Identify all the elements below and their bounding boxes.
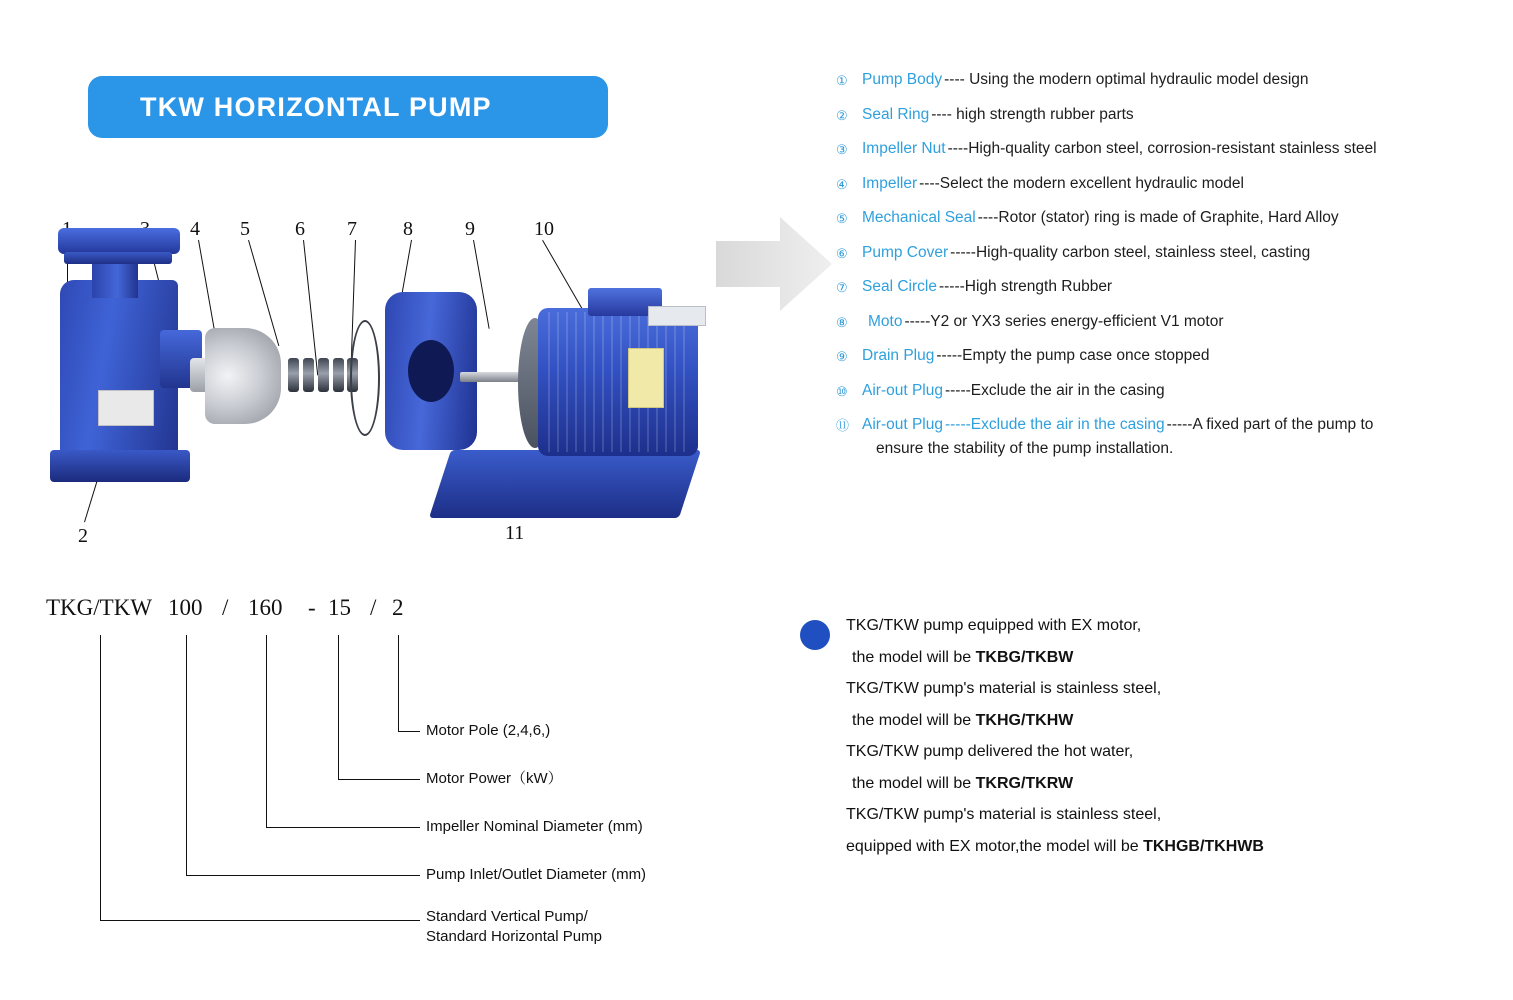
note-line-2 bbox=[852, 642, 1460, 674]
page-title-banner bbox=[88, 76, 608, 138]
pump-base-foot bbox=[50, 450, 190, 482]
legend-name-8: Moto bbox=[868, 312, 903, 330]
note-bold-4: TKHG/TKHW bbox=[975, 711, 1074, 729]
model-token-inlet: 100 bbox=[168, 595, 203, 620]
connector-line-inlet bbox=[186, 875, 420, 876]
legend-desc-9: -----Empty the pump case once stopped bbox=[936, 347, 1210, 364]
legend-item-3 bbox=[836, 139, 1496, 160]
model-code-row bbox=[40, 595, 460, 629]
model-variant-notes bbox=[800, 610, 1460, 862]
legend-number-7: ⑦ bbox=[836, 280, 848, 295]
note-line-4 bbox=[852, 705, 1460, 737]
leader-line-6 bbox=[303, 240, 318, 375]
legend-number-2: ② bbox=[836, 107, 848, 123]
legend-name-7: Seal Circle bbox=[862, 278, 937, 295]
pump-nameplate bbox=[98, 390, 154, 426]
legend-number-3: ③ bbox=[836, 142, 848, 157]
note-text-6: the model will be bbox=[852, 774, 976, 792]
legend-number-8: ⑧ bbox=[836, 314, 848, 330]
callout-10: 10 bbox=[534, 218, 554, 240]
connector-line-impeller bbox=[266, 827, 420, 828]
note-text-5: TKG/TKW pump delivered the hot water, bbox=[846, 743, 1134, 760]
legend-desc-5: ----Rotor (stator) ring is made of Graphite, Hard Alloy bbox=[977, 209, 1339, 226]
legend-item-4 bbox=[836, 174, 1496, 195]
legend-name-10: Air-out Plug bbox=[862, 381, 943, 399]
drop-line-inlet bbox=[186, 635, 187, 875]
motor-base-plate bbox=[429, 450, 701, 518]
legend-item-5 bbox=[836, 208, 1496, 229]
legend-desc-7: -----High strength Rubber bbox=[938, 278, 1113, 295]
pump-flange-part bbox=[58, 228, 180, 254]
callout-9: 9 bbox=[465, 218, 475, 240]
legend-name-4: Impeller bbox=[862, 174, 918, 192]
note-line-1 bbox=[846, 610, 1460, 642]
note-line-8 bbox=[846, 831, 1460, 863]
note-line-3 bbox=[846, 673, 1460, 705]
note-text-4: the model will be bbox=[852, 711, 976, 729]
note-text-3: TKG/TKW pump's material is stainless steel, bbox=[846, 680, 1162, 697]
legend-number-10: ⑩ bbox=[836, 383, 848, 399]
model-label-motor-pole: Motor Pole (2,4,6,) bbox=[426, 722, 551, 739]
legend-name-3: Impeller Nut bbox=[862, 140, 946, 157]
legend-number-6: ⑥ bbox=[836, 245, 848, 261]
exploded-pump-diagram bbox=[40, 200, 700, 570]
legend-name-6: Pump Cover bbox=[862, 243, 949, 261]
legend-name-9: Drain Plug bbox=[862, 347, 935, 364]
model-token-power: 15 bbox=[328, 595, 351, 620]
legend-desc-1: ---- Using the modern optimal hydraulic model design bbox=[944, 71, 1309, 88]
connector-line-power bbox=[338, 779, 420, 780]
note-bold-2: TKBG/TKBW bbox=[975, 648, 1074, 666]
legend-item-11 bbox=[836, 415, 1496, 436]
impeller-part bbox=[205, 328, 281, 424]
drop-line-impeller bbox=[266, 635, 267, 827]
page-title: TKW HORIZONTAL PUMP bbox=[140, 91, 492, 122]
bullet-dot-icon bbox=[800, 620, 830, 650]
model-code-breakdown bbox=[40, 595, 730, 975]
mechanical-seal-stack bbox=[288, 358, 358, 392]
seal-circle-part bbox=[350, 320, 380, 436]
pump-cover-bore bbox=[408, 340, 454, 402]
legend-desc-4: ----Select the modern excellent hydraulic model bbox=[919, 174, 1244, 192]
note-line-6 bbox=[852, 768, 1460, 800]
model-token-pole: 2 bbox=[392, 595, 404, 620]
legend-name-5: Mechanical Seal bbox=[862, 209, 976, 226]
callout-4: 4 bbox=[190, 218, 200, 240]
note-bold-8: TKHGB/TKHWB bbox=[1143, 837, 1264, 855]
note-text-7: TKG/TKW pump's material is stainless steel, bbox=[846, 806, 1162, 823]
note-text-2: the model will be bbox=[852, 648, 976, 666]
legend-desc-3: ----High-quality carbon steel, corrosion-resistant stainless steel bbox=[947, 140, 1377, 157]
legend-item-8 bbox=[836, 312, 1496, 333]
motor-label-tag bbox=[648, 306, 706, 326]
legend-number-5: ⑤ bbox=[836, 211, 848, 226]
model-token-impeller: 160 bbox=[248, 595, 283, 620]
model-label-standard-horizontal: Standard Horizontal Pump bbox=[426, 928, 602, 945]
legend-number-1: ① bbox=[836, 73, 848, 88]
legend-desc-10: -----Exclude the air in the casing bbox=[944, 381, 1165, 399]
callout-6: 6 bbox=[295, 218, 305, 240]
drop-line-pole bbox=[398, 635, 399, 731]
callout-5: 5 bbox=[240, 218, 250, 240]
connector-line-series bbox=[100, 920, 420, 921]
model-label-impeller-dia: Impeller Nominal Diameter (mm) bbox=[426, 818, 643, 835]
model-label-inlet-dia: Pump Inlet/Outlet Diameter (mm) bbox=[426, 866, 647, 883]
legend-desc-6: -----High-quality carbon steel, stainless steel, casting bbox=[950, 243, 1311, 261]
legend-desc-11: -----A fixed part of the pump to bbox=[1166, 416, 1374, 433]
model-token-dash: - bbox=[308, 595, 316, 620]
callout-8: 8 bbox=[403, 218, 413, 240]
drop-line-series bbox=[100, 635, 101, 920]
legend-item-9 bbox=[836, 346, 1496, 367]
legend-number-4: ④ bbox=[836, 176, 848, 192]
model-token-series: TKG/TKW bbox=[46, 595, 153, 620]
legend-desc-11-continued: ensure the stability of the pump installation. bbox=[876, 439, 1174, 457]
legend-name-11: Air-out Plug bbox=[862, 416, 943, 433]
model-token-slash1: / bbox=[222, 595, 229, 620]
callout-7: 7 bbox=[347, 218, 357, 240]
note-bold-6: TKRG/TKRW bbox=[975, 774, 1074, 792]
legend-item-10 bbox=[836, 381, 1496, 402]
motor-cooling-fins bbox=[548, 312, 688, 452]
note-line-5 bbox=[846, 736, 1460, 768]
model-label-standard-vertical: Standard Vertical Pump/ bbox=[426, 908, 588, 925]
model-label-motor-power: Motor Power（kW） bbox=[426, 770, 563, 787]
legend-item-1 bbox=[836, 70, 1496, 91]
legend-item-2 bbox=[836, 105, 1496, 126]
note-text-1: TKG/TKW pump equipped with EX motor, bbox=[846, 617, 1142, 634]
legend-number-9: ⑨ bbox=[836, 349, 848, 364]
model-token-slash2: / bbox=[370, 595, 377, 620]
legend-name-1: Pump Body bbox=[862, 71, 943, 88]
legend-item-6 bbox=[836, 243, 1496, 264]
pump-flange-lower-part bbox=[64, 252, 172, 264]
motor-rating-plate bbox=[628, 348, 664, 408]
legend-name-2: Seal Ring bbox=[862, 105, 930, 123]
legend-item-7 bbox=[836, 277, 1496, 298]
legend-desc-2: ---- high strength rubber parts bbox=[931, 105, 1134, 123]
note-text-8: equipped with EX motor,the model will be bbox=[846, 837, 1144, 855]
connector-line-pole bbox=[398, 731, 420, 732]
callout-11: 11 bbox=[505, 522, 525, 544]
note-line-7 bbox=[846, 799, 1460, 831]
legend-number-11: ⑪ bbox=[836, 418, 850, 433]
legend-desc-8: -----Y2 or YX3 series energy-efficient V1 motor bbox=[904, 312, 1224, 330]
drop-line-power bbox=[338, 635, 339, 779]
legend-desc-11-accent: -----Exclude the air in the casing bbox=[944, 416, 1165, 433]
parts-legend bbox=[836, 70, 1496, 470]
right-arrow-icon bbox=[716, 215, 832, 313]
callout-2: 2 bbox=[78, 525, 88, 547]
